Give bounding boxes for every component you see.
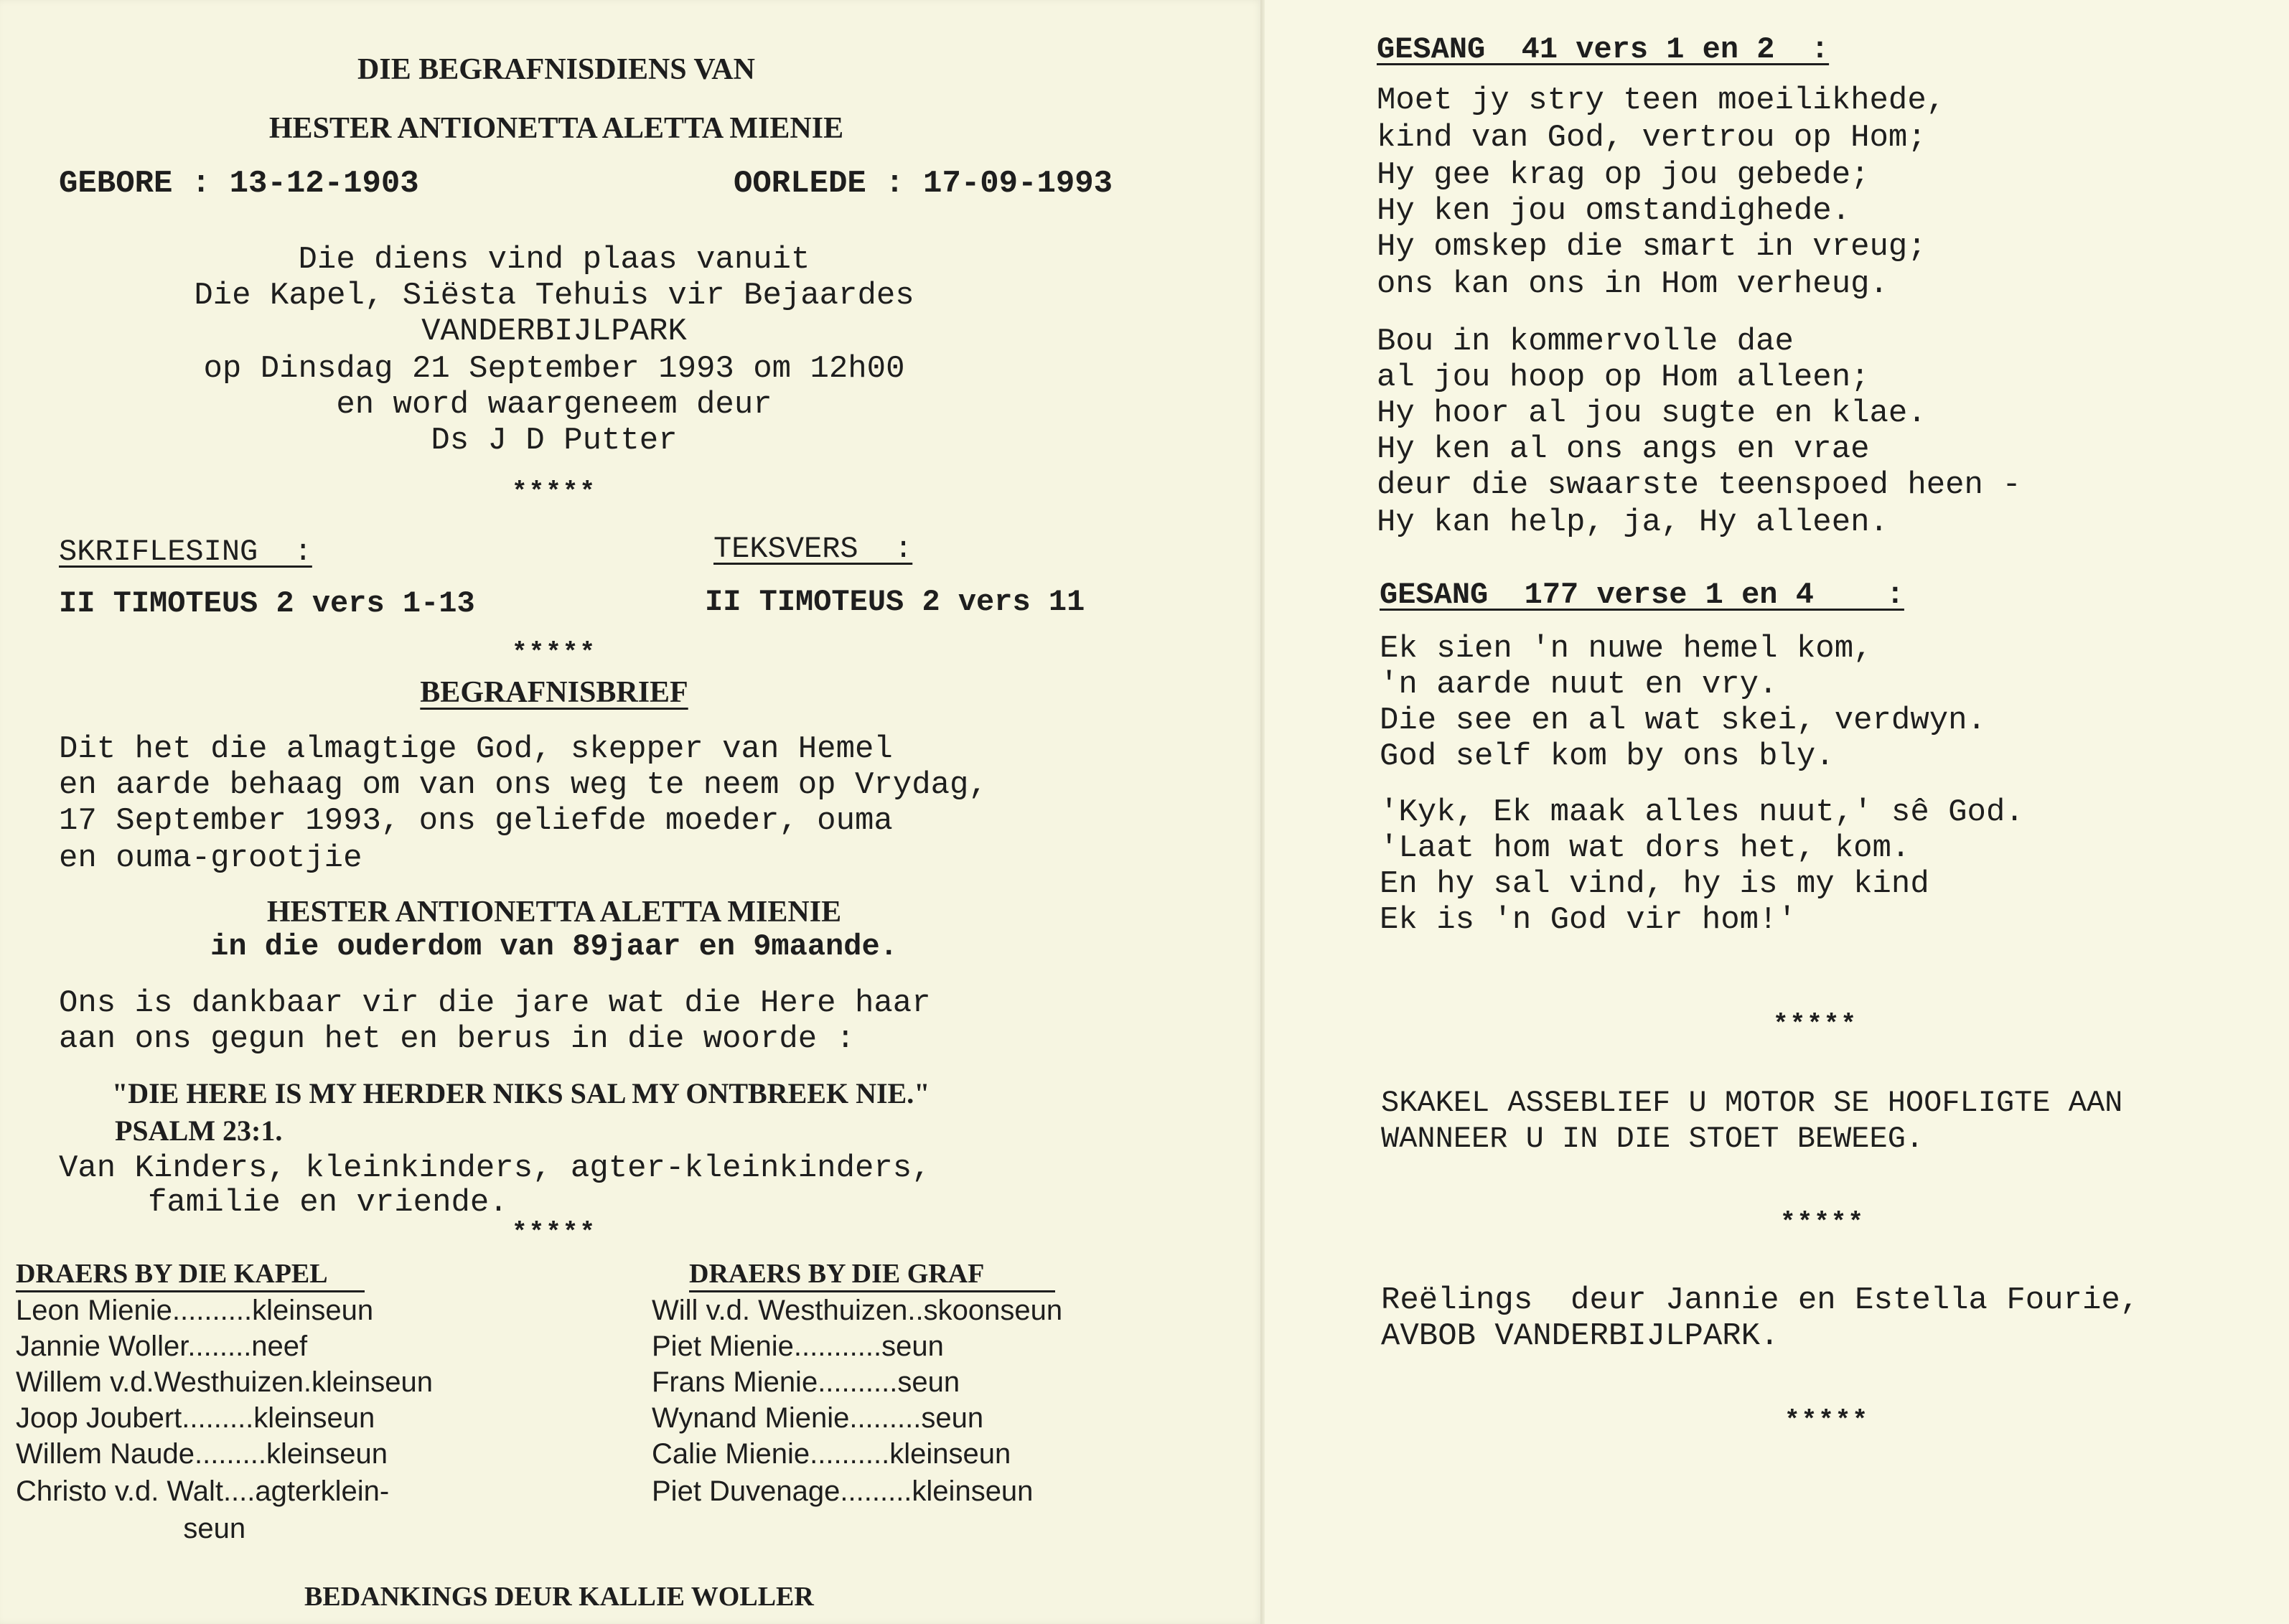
list-item: Wynand Mienie.........seun <box>652 1402 984 1434</box>
verse-line: Ek is 'n God vir hom!' <box>1380 902 1797 938</box>
headlights-notice: WANNEER U IN DIE STOET BEWEEG. <box>1381 1122 1924 1156</box>
separator-stars: ***** <box>1784 1406 1870 1435</box>
verse-line: Hy omskep die smart in vreug; <box>1377 229 1927 265</box>
right-page <box>1265 0 2289 1624</box>
verse-line: Bou in kommervolle dae <box>1377 324 1794 360</box>
verse-line: Hy ken al ons angs en vrae <box>1377 431 1870 467</box>
chapel-bearers-heading: DRAERS BY DIE KAPEL <box>16 1260 365 1292</box>
separator-stars: ***** <box>1780 1208 1866 1237</box>
letter-line: en ouma-grootjie <box>59 840 362 876</box>
death-date: OORLEDE : 17-09-1993 <box>734 166 1113 202</box>
verse-line: Hy kan help, ja, Hy alleen. <box>1377 504 1888 540</box>
verse-line: Ek sien 'n nuwe hemel kom, <box>1380 631 1873 667</box>
list-item: Joop Joubert.........kleinseun <box>16 1402 375 1434</box>
text-verse-value: II TIMOTEUS 2 vers 11 <box>705 585 1085 619</box>
heading-service: DIE BEGRAFNISDIENS VAN <box>357 53 755 86</box>
list-item: Calie Mienie..........kleinseun <box>652 1438 1011 1470</box>
list-item: Christo v.d. Walt....agterklein- <box>16 1475 390 1507</box>
scripture-reading-value: II TIMOTEUS 2 vers 1-13 <box>59 586 475 621</box>
list-item: Willem v.d.Westhuizen.kleinseun <box>16 1366 433 1398</box>
list-item: Jannie Woller........neef <box>16 1330 308 1362</box>
verse-line: al jou hoop op Hom alleen; <box>1377 360 1870 395</box>
verse-line: deur die swaarste teenspoed heen - <box>1377 467 2021 503</box>
verse-line: kind van God, vertrou op Hom; <box>1377 120 1927 156</box>
deceased-name-repeat: HESTER ANTIONETTA ALETTA MIENIE <box>266 896 842 929</box>
text-verse-label: TEKSVERS : <box>713 532 913 566</box>
hymn-41-heading: GESANG 41 vers 1 en 2 : <box>1377 32 1830 67</box>
verse-line: 'Laat hom wat dors het, kom. <box>1380 830 1911 866</box>
verse-line: 'Kyk, Ek maak alles nuut,' sê God. <box>1380 794 2024 830</box>
verse-line: ons kan ons in Hom verheug. <box>1377 266 1888 302</box>
arrangements-line: AVBOB VANDERBIJLPARK. <box>1381 1318 1779 1354</box>
service-line: Ds J D Putter <box>431 423 678 459</box>
list-item: Frans Mienie..........seun <box>652 1366 960 1398</box>
verse-line: Hy gee krag op jou gebede; <box>1377 157 1870 193</box>
service-line: op Dinsdag 21 September 1993 om 12h00 <box>203 351 905 387</box>
letter-line: Dit het die almagtige God, skepper van Hemel <box>59 731 893 767</box>
age-at-death: in die ouderdom van 89jaar en 9maande. <box>210 929 898 964</box>
verse-line: Hy hoor al jou sugte en klae. <box>1377 395 1927 431</box>
letter-line: 17 September 1993, ons geliefde moeder, ouma <box>59 803 893 839</box>
list-item: Will v.d. Westhuizen..skoonseun <box>652 1295 1063 1326</box>
service-line: VANDERBIJLPARK <box>421 314 687 349</box>
gratitude-line: Ons is dankbaar vir die jare wat die Here haar <box>59 985 931 1021</box>
scripture-reading-label: SKRIFLESING : <box>59 535 312 569</box>
service-line: en word waargeneem deur <box>336 387 772 423</box>
list-item: Piet Mienie...........seun <box>652 1330 944 1362</box>
list-item: Piet Duvenage.........kleinseun <box>652 1475 1034 1507</box>
hymn-177-heading: GESANG 177 verse 1 en 4 : <box>1380 578 1904 612</box>
birth-date: GEBORE : 13-12-1903 <box>59 166 419 202</box>
thanks-footer: BEDANKINGS DEUR KALLIE WOLLER <box>304 1582 814 1612</box>
separator-stars: ***** <box>511 638 597 667</box>
verse-line: Moet jy stry teen moeilikhede, <box>1377 83 1946 118</box>
list-item: Leon Mienie..........kleinseun <box>16 1295 374 1326</box>
psalm-reference: PSALM 23:1. <box>115 1114 283 1147</box>
gratitude-line: aan ons gegun het en berus in die woorde : <box>59 1021 855 1057</box>
verse-line: God self kom by ons bly. <box>1380 738 1835 774</box>
service-line: Die diens vind plaas vanuit <box>298 242 810 278</box>
letter-line: en aarde behaag om van ons weg te neem op Vrydag, <box>59 767 988 803</box>
grave-bearers-heading: DRAERS BY DIE GRAF <box>689 1260 1055 1292</box>
list-item: Willem Naude.........kleinseun <box>16 1438 388 1470</box>
heading-deceased-name: HESTER ANTIONETTA ALETTA MIENIE <box>268 112 844 145</box>
arrangements-line: Reëlings deur Jannie en Estella Fourie, <box>1381 1282 2140 1318</box>
separator-stars: ***** <box>511 477 597 507</box>
from-family-line: familie en vriende. <box>148 1185 508 1221</box>
verse-line: Die see en al wat skei, verdwyn. <box>1380 703 1986 738</box>
verse-line: En hy sal vind, hy is my kind <box>1380 866 1929 902</box>
verse-line: Hy ken jou omstandighede. <box>1377 193 1851 229</box>
psalm-quote: "DIE HERE IS MY HERDER NIKS SAL MY ONTBREEK NIE." <box>112 1077 930 1109</box>
headlights-notice: SKAKEL ASSEBLIEF U MOTOR SE HOOFLIGTE AAN <box>1381 1086 2123 1120</box>
list-item: seun <box>16 1513 246 1544</box>
separator-stars: ***** <box>1773 1010 1858 1039</box>
separator-stars: ***** <box>511 1218 597 1247</box>
funeral-letter-heading: BEGRAFNISBRIEF <box>420 676 688 709</box>
from-family-line: Van Kinders, kleinkinders, agter-kleinkinders, <box>59 1150 931 1186</box>
verse-line: 'n aarde nuut en vry. <box>1380 667 1778 703</box>
service-line: Die Kapel, Siësta Tehuis vir Bejaardes <box>194 278 914 314</box>
